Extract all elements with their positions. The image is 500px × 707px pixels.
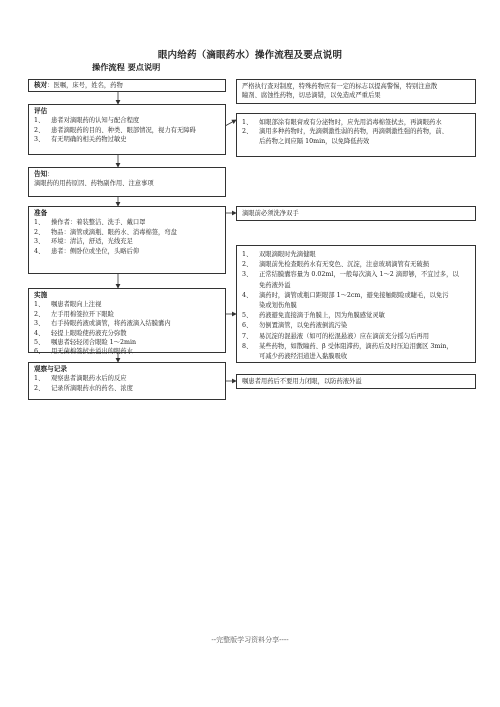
implement-item-6: 6、 用无菌棉签拭去溢出的眼药水 [34,348,133,356]
implement-note-5: 5、 药液避免直接滴于角膜上，因为角膜感觉灵敏 [242,312,385,320]
implement-note-1: 1、 双眼滴眼时先滴健眼 [242,251,316,258]
prepare-item-3: 3、 环境：清洁，舒适，光线充足 [34,238,133,246]
prepare-item-4: 4、 患者：侧卧位或坐位，头略后仰 [34,247,140,255]
prepare-note: 滴眼前必须洗净双手 [242,210,299,217]
assess-box [28,104,226,155]
inform-text: 滴眼药的用药原因、药物副作用、注意事项 [34,180,154,188]
implement-note-6: 6、 勿倒置滴管，以免药液倒流污染 [242,322,348,330]
implement-note-8b: 可减少药液经泪道进入黏膜吸收 [259,353,348,361]
page-footer: --完整版学习资料分享---- [211,636,289,644]
observe-notes-box [236,374,476,389]
verify-text: ：医嘱，床号，姓名，药物 [47,82,123,89]
assess-item-1: 1、 患者对滴眼药的认知与配合程度 [34,117,140,125]
implement-note-3b: 免药液外溢 [259,281,291,289]
implement-note-7: 7、 易沉淀的混悬液（如可的松混悬液）应在滴前充分摇匀后再用 [242,332,430,340]
implement-box [28,288,226,356]
assess-note-2: 2、 滴用多种药物时，先滴刺激性弱的药物，再滴刺激性强的药物，前、 [242,128,448,136]
observe-box [28,362,226,400]
implement-heading: 实施 [34,291,48,299]
observe-heading: 观察与记录 [34,365,67,373]
implement-note-4: 4、 滴药时，滴管或瓶口距眼部 1～2cm，避免接触眼睑或睫毛，以免污 [242,291,449,299]
assess-note-1: 1、 如眼部涂有眼膏或有分泌物时，应先用消毒棉签拭去，再滴眼药水 [242,119,442,126]
implement-item-2: 2、 左手用棉签拉开下眼睑 [34,310,114,318]
verify-notes-box [236,79,476,104]
observe-note: 嘱患者用药后不要用力闭眼，以防药液外溢 [242,378,362,385]
inform-heading: 告知 [34,170,48,178]
assess-item-2: 2、 患者滴眼药的目的、种类、眼部情况，视力有无障碍 [34,126,196,134]
prepare-item-2: 2、 物品：滴管或滴瓶、眼药水、消毒棉签，弯盘 [34,228,177,236]
implement-item-1: 1、 嘱患者眼向上注视 [34,301,102,309]
observe-item-2: 2、 记录所滴眼药水的药名、浓度 [34,384,133,392]
implement-note-3: 3、 正常结膜囊容量为 0.02ml，一般每次滴入 1～2 滴即够，不宜过多，以 [242,271,459,279]
page-title: 眼内给药（滴眼药水）操作流程及要点说明 [157,50,343,61]
prepare-item-1: 1、 操作者：着装整洁、洗手、戴口罩 [34,219,146,227]
assess-heading: 评估 [34,107,48,115]
implement-notes-box [236,245,476,363]
observe-item-1: 1、 观察患者滴眼药水后的反应 [34,375,127,383]
arrow-assess-to-notes [225,120,236,126]
implement-note-8: 8、 某些药物，如散瞳药、β 受体阻滞药，滴药后及时压迫泪囊区 3min， [242,342,453,350]
section-subtitle: 操作流程 要点说明 [92,62,161,72]
verify-note-2: 瞳剂、腐蚀性药物，切忌滴错，以免造成严重后果 [242,92,381,100]
implement-note-2: 2、 滴眼前先检查眼药水有无变色、沉淀，注意玻璃滴管有无破损 [242,261,430,269]
implement-item-3: 3、 右手持眼药液或滴管，将药液滴入结膜囊内 [34,320,171,328]
assess-item-3: 3、 有无明确的相关药物过敏史 [34,136,127,144]
implement-item-4: 4、 轻提上眼睑使药液充分弥散 [34,329,127,337]
prepare-notes-box [236,206,476,221]
verify-box [28,79,226,92]
verify-note-1: 严格执行查对制度，特殊药物应有一定的标志以提高警惕，特别注意散 [242,83,438,90]
assess-notes-box [236,113,476,157]
implement-item-5: 5、 嘱患者轻轻闭合眼睑 1～2min [34,339,137,347]
implement-note-4b: 染或划伤角膜 [259,302,297,310]
verify-heading: 核对 [34,81,48,89]
prepare-box [28,206,226,274]
assess-note-3: 后药物之间应隔 10min，以免降低药效 [259,137,370,145]
inform-box: 告知： 滴眼药的用药原因、药物副作用、注意事项 [28,167,226,197]
prepare-heading: 准备 [34,209,48,217]
